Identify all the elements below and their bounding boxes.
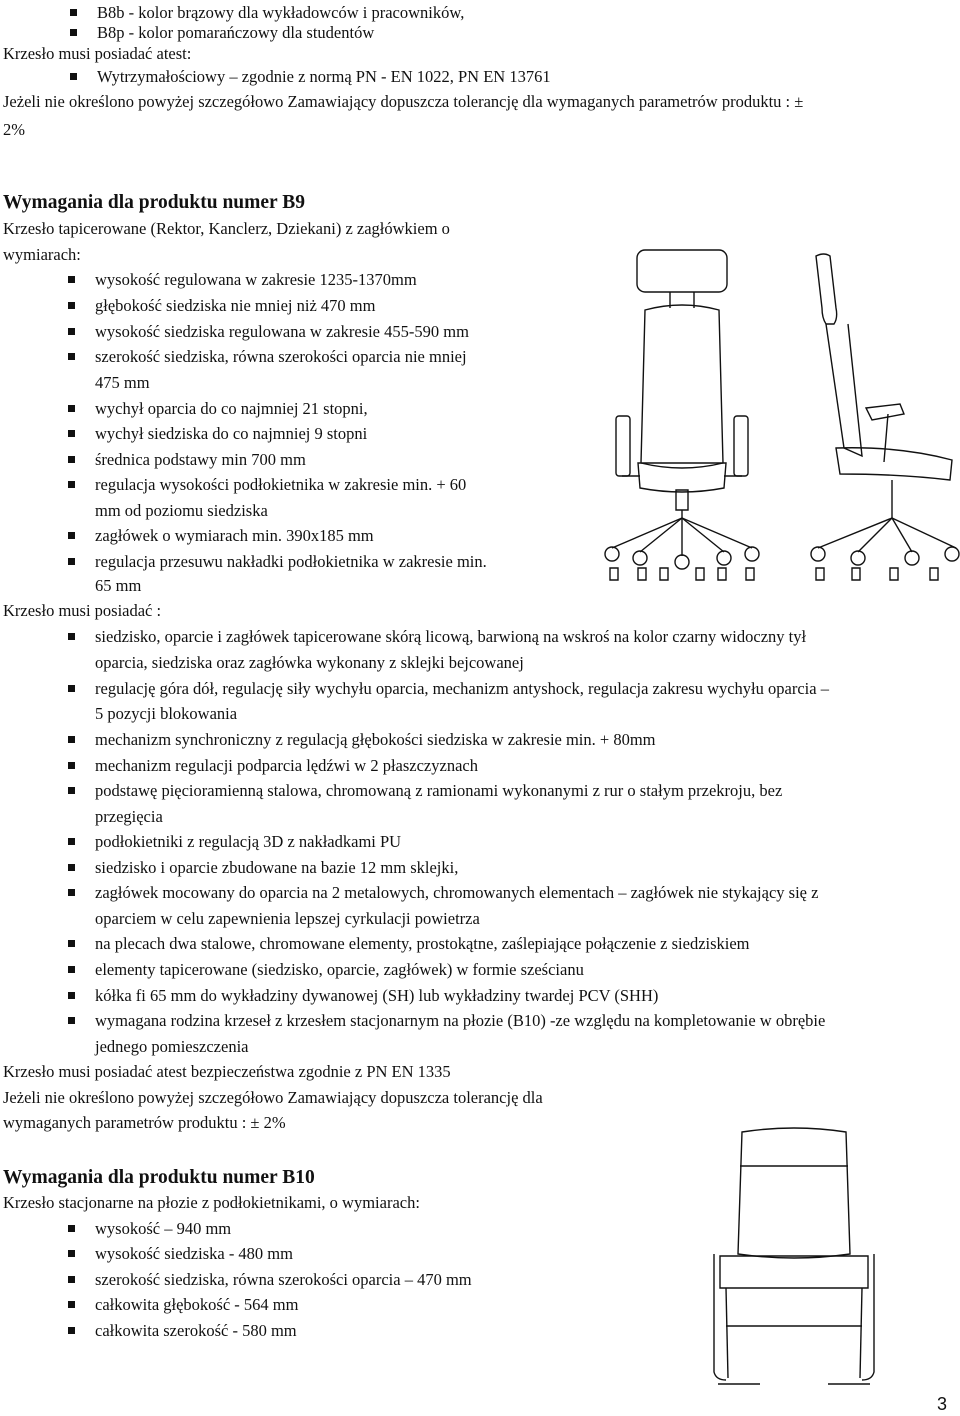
b9-dim-backrest-tilt: wychył oparcia do co najmniej 21 stopni, (95, 399, 368, 418)
b10-dim-seat-height: wysokość siedziska - 480 mm (95, 1244, 293, 1263)
tolerance-line-1: Jeżeli nie określono powyżej szczegółowo Zamawiający dopuszcza tolerancję dla wymaganych parametrów produktu : ± (3, 92, 804, 111)
b9-dim-armpad-slide-cont: 65 mm (95, 576, 142, 595)
b9-feature-base-cont: przegięcia (95, 807, 163, 826)
tolerance-line-2: 2% (3, 120, 25, 139)
b9-dim-armpad-slide: regulacja przesuwu nakładki podłokietnika w zakresie min. (95, 552, 487, 571)
intro-bullet-2: B8p - kolor pomarańczowy dla studentów (97, 23, 375, 42)
b9-feature-cube-form: elementy tapicerowane (siedzisko, oparcie, zagłówek) w formie sześcianu (95, 960, 584, 979)
atest-bullet-1: Wytrzymałościowy – zgodnie z normą PN - EN 1022, PN EN 13761 (97, 67, 551, 86)
office-chair-side-view (811, 254, 959, 580)
office-chair-front-view (605, 250, 759, 580)
b9-tolerance-line-2: wymaganych parametrów produktu : ± 2% (3, 1113, 286, 1132)
b9-intro-line-1: Krzesło tapicerowane (Rektor, Kanclerz, Dziekani) z zagłówkiem o (3, 219, 450, 238)
b9-heading: Wymagania dla produktu numer B9 (3, 192, 305, 213)
b10-dim-total-depth: całkowita głębokość - 564 mm (95, 1295, 299, 1314)
b9-dim-seat-height: wysokość siedziska regulowana w zakresie 455-590 mm (95, 322, 469, 341)
b9-dim-headrest: zagłówek o wymiarach min. 390x185 mm (95, 526, 374, 545)
b9-feature-back-elements: na plecach dwa stalowe, chromowane elementy, prostokątne, zaślepiające połączenie z siedziskiem (95, 934, 750, 953)
b10-dim-total-width: całkowita szerokość - 580 mm (95, 1321, 297, 1340)
b9-feature-family-cont: jednego pomieszczenia (95, 1037, 249, 1056)
b9-feature-headrest-mount-cont: oparciem w celu zapewnienia lepszej cyrkulacji powietrza (95, 909, 480, 928)
b9-tolerance-line-1: Jeżeli nie określono powyżej szczegółowo Zamawiający dopuszcza tolerancję dla (3, 1088, 543, 1107)
b9-intro-line-2: wymiarach: (3, 245, 81, 264)
atest-label: Krzesło musi posiadać atest: (3, 44, 192, 63)
b9-feature-base: podstawę pięcioramienną stalowa, chromowaną z ramionami wykonanymi z rur o stałym przekroju, bez (95, 781, 783, 800)
b10-dim-height: wysokość – 940 mm (95, 1219, 232, 1238)
b9-feature-armrests: podłokietniki z regulacją 3D z nakładkami PU (95, 832, 402, 851)
b9-dim-seat-tilt: wychył siedziska do co najmniej 9 stopni (95, 424, 368, 443)
b9-dim-seat-width: szerokość siedziska, równa szerokości oparcia nie mniej (95, 347, 467, 366)
page-number: 3 (937, 1394, 948, 1414)
b9-must-have-label: Krzesło musi posiadać : (3, 601, 162, 620)
b9-atest-line: Krzesło musi posiadać atest bezpieczeństwa zgodnie z PN EN 1335 (3, 1062, 451, 1081)
b9-dim-seat-depth: głębokość siedziska nie mniej niż 470 mm (95, 296, 376, 315)
b9-feature-family: wymagana rodzina krzeseł z krzesłem stacjonarnym na płozie (B10) -ze względu na kompletowanie w obrębie (95, 1011, 826, 1030)
office-chair-illustration (600, 248, 960, 584)
b9-feature-plywood: siedzisko i oparcie zbudowane na bazie 12 mm sklejki, (95, 858, 459, 877)
b9-dim-armrest-height-cont: mm od poziomu siedziska (95, 501, 268, 520)
b9-feature-lumbar: mechanizm regulacji podparcia lędźwi w 2 płaszczyznach (95, 756, 478, 775)
b9-feature-headrest-mount: zagłówek mocowany do oparcia na 2 metalowych, chromowanych elementach – zagłówek nie stykający się z (95, 883, 819, 902)
b9-dim-height: wysokość regulowana w zakresie 1235-1370mm (95, 270, 417, 289)
b10-intro: Krzesło stacjonarne na płozie z podłokietnikami, o wymiarach: (3, 1193, 420, 1212)
b10-dim-seat-width: szerokość siedziska, równa szerokości oparcia – 470 mm (95, 1270, 472, 1289)
b10-heading: Wymagania dla produktu numer B10 (3, 1167, 315, 1188)
b9-feature-upholstery: siedzisko, oparcie i zagłówek tapicerowane skórą licową, barwioną na wskroś na kolor czarny widoczny tył (95, 627, 807, 646)
b9-feature-castors: kółka fi 65 mm do wykładziny dywanowej (SH) lub wykładziny twardej PCV (SHH) (95, 986, 659, 1005)
b9-dim-seat-width-cont: 475 mm (95, 373, 150, 392)
b9-feature-synchro: mechanizm synchroniczny z regulacją głębokości siedziska w zakresie min. + 80mm (95, 730, 656, 749)
b9-feature-adjustments-cont: 5 pozycji blokowania (95, 704, 238, 723)
b9-feature-upholstery-cont: oparcia, siedziska oraz zagłówka wykonany z sklejki bejcowanej (95, 653, 524, 672)
intro-bullet-1: B8b - kolor brązowy dla wykładowców i pracowników, (97, 3, 465, 22)
b9-feature-adjustments: regulację góra dół, regulację siły wychyłu oparcia, mechanizm antyshock, regulacja zakresu wychyłu oparcia – (95, 679, 829, 698)
sled-chair-illustration (700, 1126, 900, 1398)
b9-dim-armrest-height: regulacja wysokości podłokietnika w zakresie min. + 60 (95, 475, 467, 494)
b9-dim-base-diameter: średnica podstawy min 700 mm (95, 450, 306, 469)
